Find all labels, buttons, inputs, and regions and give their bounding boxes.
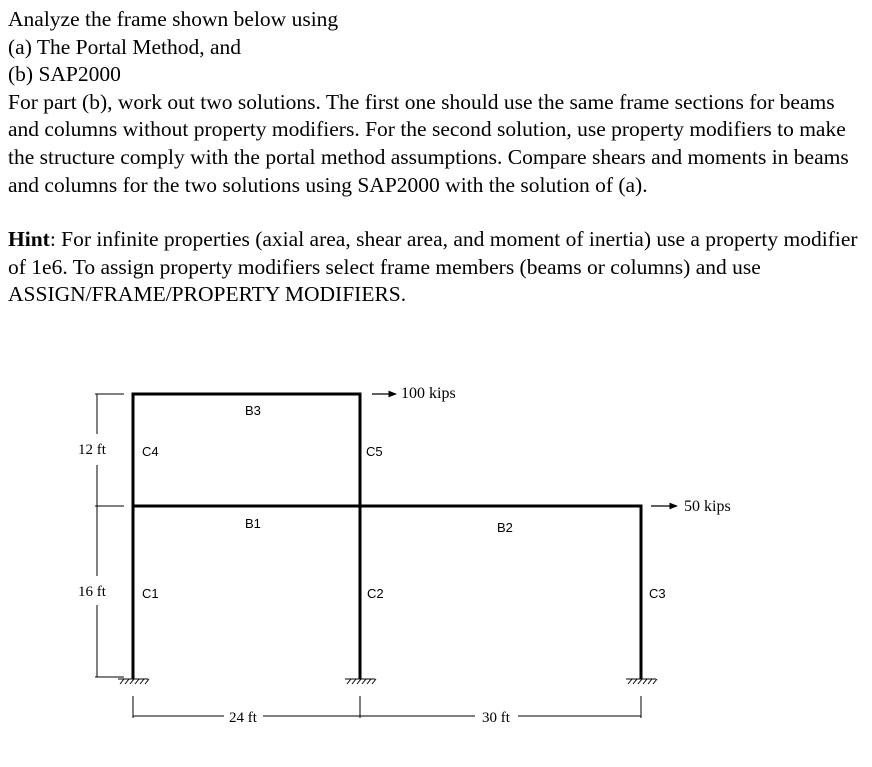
fixed-support-left [118,679,149,684]
problem-line-3: (b) SAP2000 [8,62,121,87]
dimension-lower-height: 16 ft [78,584,106,600]
load-label-middle: 50 kips [684,498,731,515]
member-label-c5: C5 [366,444,383,459]
member-label-c1: C1 [142,586,159,601]
hint-text: : For infinite properties (axial area, shear area, and moment of inertia) use a property modifier of 1e6. To assign property modifiers select frame members (beams or columns) and use ASSIGN/FRAME/PROPERTY MODIFIERS. [8,227,858,307]
vertical-dimensions [95,394,124,677]
dimension-right-bay: 30 ft [482,710,510,726]
member-label-b2: B2 [497,520,513,535]
member-label-b1: B1 [245,516,261,531]
hint-label: Hint [8,227,50,252]
member-label-c4: C4 [142,444,159,459]
horizontal-dimensions [133,696,641,718]
fixed-support-right [626,679,657,684]
member-label-b3: B3 [245,403,261,418]
fixed-support-middle [345,679,376,684]
supports [118,679,657,684]
problem-line-2: (a) The Portal Method, and [8,34,242,59]
dimension-left-bay: 24 ft [229,710,257,726]
load-label-top: 100 kips [401,385,456,402]
member-label-c3: C3 [649,586,666,601]
dimension-upper-height: 12 ft [78,442,106,458]
member-label-c2: C2 [367,586,384,601]
problem-instructions: For part (b), work out two solutions. The first one should use the same frame sections for beams and columns without property modifiers. For the second solution, use property modifiers to make the structure comply with the portal method assumptions. Compare shears and moments in beams and columns for the two solutions using SAP2000 with the solution of (a). [8,89,849,197]
problem-line-1: Analyze the frame shown below using [8,7,339,31]
